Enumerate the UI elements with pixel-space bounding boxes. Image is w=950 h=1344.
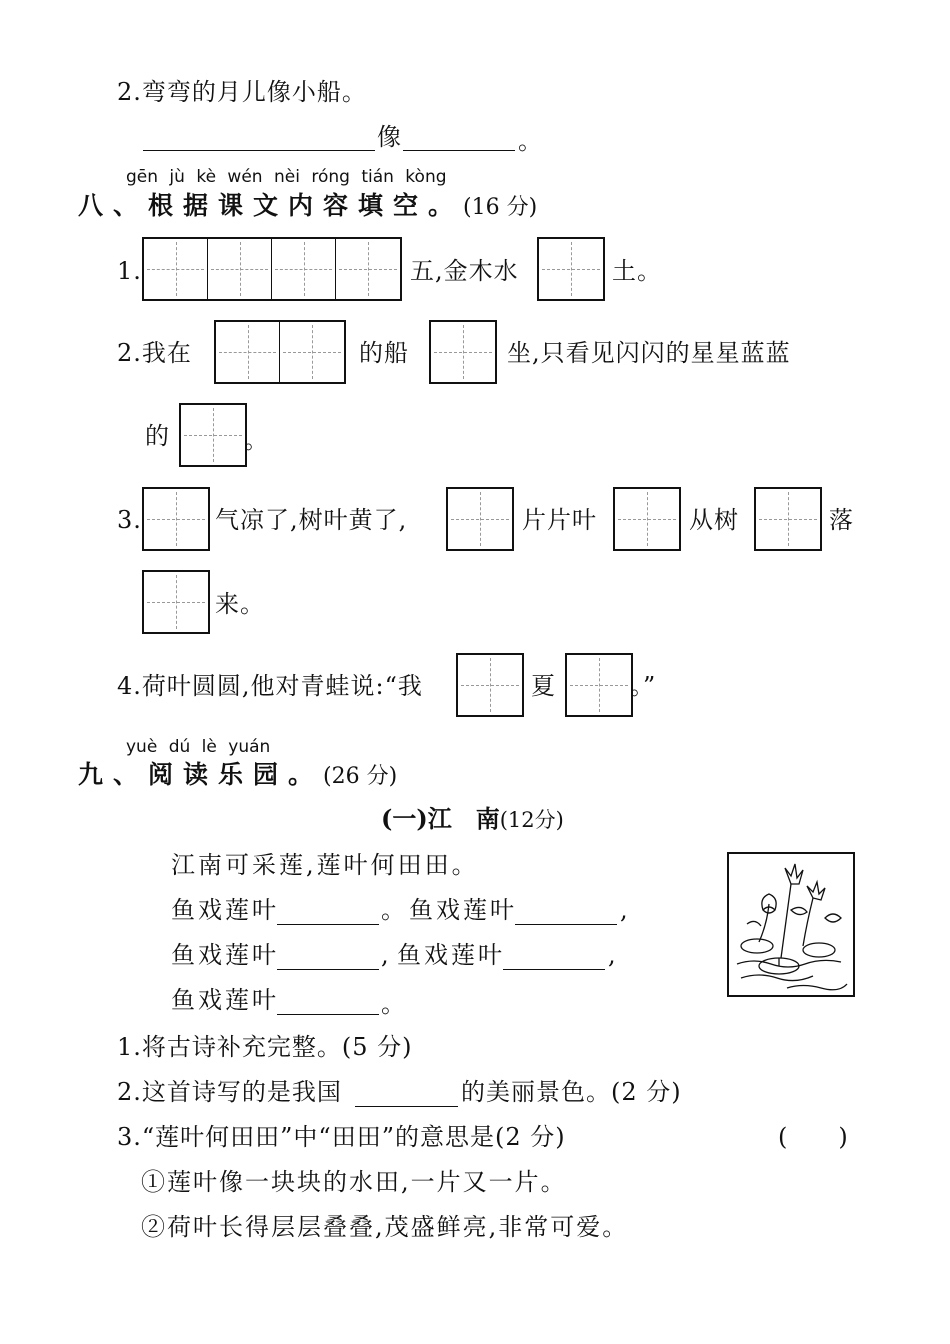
s8-item3-text-a: 气凉了,树叶黄了, — [215, 506, 408, 534]
s8-item3-grid-3[interactable] — [613, 487, 681, 551]
s8-item4-text-a: 4.荷叶圆圆,他对青蛙说:“我 — [117, 672, 423, 700]
s8-item2-text-a: 2.我在 — [117, 339, 192, 367]
poem-prefix-1: 鱼戏莲叶 — [171, 896, 279, 924]
lotus-icon — [729, 854, 853, 995]
poem-mark-5: 。 — [381, 990, 406, 1018]
s8-item1-grid-1[interactable] — [537, 237, 605, 301]
s8-item3-text-b: 片片叶 — [522, 506, 597, 534]
passage-score: (12分) — [499, 808, 564, 832]
q7-pattern-mid: 像 — [377, 123, 402, 151]
section9-score: (26 分) — [323, 764, 398, 789]
section8-pinyin: gēn jù kè wén nèi róng tián kòng — [126, 167, 447, 187]
poem-blank-5[interactable] — [277, 1014, 379, 1015]
passage-heading — [381, 804, 564, 835]
s8-item1-text-b: 土。 — [612, 257, 662, 285]
question-3-answer-paren[interactable]: ( ) — [778, 1123, 849, 1151]
poem-prefix-2: 鱼戏莲叶 — [409, 896, 517, 924]
s8-item3-text-e: 来。 — [215, 590, 265, 618]
q7-item2-sentence: 2.弯弯的月儿像小船。 — [117, 78, 367, 106]
option-1[interactable]: ①莲叶像一块块的水田,一片又一片。 — [141, 1168, 567, 1196]
s8-item4-text-b: 夏 — [531, 672, 556, 700]
s8-item2-text-c: 坐,只看见闪闪的星星蓝蓝 — [507, 339, 791, 367]
option-2[interactable]: ②荷叶长得层层叠叠,茂盛鲜亮,非常可爱。 — [141, 1213, 629, 1241]
poem-mark-1: 。 — [381, 896, 406, 924]
lotus-pond-illustration — [727, 852, 855, 997]
section9-pinyin: yuè dú lè yuán — [126, 737, 271, 757]
s8-item2-grid-2[interactable] — [214, 320, 346, 384]
s8-item3-text-d: 落 — [829, 506, 854, 534]
s8-item4-grid-1[interactable] — [456, 653, 524, 717]
s8-item2-grid-3[interactable] — [179, 403, 247, 467]
question-1: 1.将古诗补充完整。(5 分) — [117, 1033, 413, 1061]
passage-title: (一)江 南 — [381, 804, 500, 833]
q7-blank-2[interactable] — [403, 150, 515, 151]
poem-blank-3[interactable] — [277, 969, 379, 970]
s8-item2-text-b: 的船 — [359, 339, 409, 367]
section8-heading — [78, 191, 537, 223]
s8-item3-grid-4[interactable] — [754, 487, 822, 551]
poem-prefix-5: 鱼戏莲叶 — [171, 986, 279, 1014]
s8-item2-text-e: 。 — [244, 426, 269, 454]
s8-item3-grid-5[interactable] — [142, 570, 210, 634]
s8-item3-grid-2[interactable] — [446, 487, 514, 551]
s8-item3-text-c: 从树 — [689, 506, 739, 534]
s8-item2-grid-1[interactable] — [429, 320, 497, 384]
poem-mark-3: , — [381, 941, 390, 969]
s8-item4-grid-2[interactable] — [565, 653, 633, 717]
s8-item1-num: 1. — [117, 257, 142, 285]
question-2-text-a: 2.这首诗写的是我国 — [117, 1078, 342, 1106]
poem-blank-1[interactable] — [277, 924, 379, 925]
poem-blank-4[interactable] — [503, 969, 605, 970]
s8-item3-num: 3. — [117, 506, 142, 534]
q7-blank-1[interactable] — [143, 150, 375, 151]
section9-title: 九、阅读乐园 — [78, 760, 289, 789]
s8-item2-text-d: 的 — [145, 422, 170, 450]
question-2-blank[interactable] — [355, 1106, 458, 1107]
poem-mark-4: , — [608, 941, 617, 969]
poem-mark-2: , — [620, 896, 629, 924]
s8-item1-text-a: 五,金木水 — [410, 257, 519, 285]
s8-item1-grid-4[interactable] — [142, 237, 402, 301]
section8-score: (16 分) — [463, 195, 538, 220]
poem-prefix-4: 鱼戏莲叶 — [397, 941, 505, 969]
s8-item3-grid-1[interactable] — [142, 487, 210, 551]
section9-title-end: 。 — [288, 760, 324, 789]
q7-pattern-end: 。 — [518, 127, 543, 155]
section8-title-end: 。 — [428, 191, 464, 220]
poem-blank-2[interactable] — [515, 924, 617, 925]
poem-prefix-3: 鱼戏莲叶 — [171, 941, 279, 969]
section9-heading — [78, 760, 397, 792]
s8-item4-text-c: 。” — [630, 672, 657, 700]
section8-title: 八、根据课文内容填空 — [78, 191, 429, 220]
poem-line-1: 江南可采莲,莲叶何田田。 — [171, 851, 479, 879]
question-2-text-b: 的美丽景色。(2 分) — [461, 1078, 682, 1106]
question-3: 3.“莲叶何田田”中“田田”的意思是(2 分) — [117, 1123, 566, 1151]
